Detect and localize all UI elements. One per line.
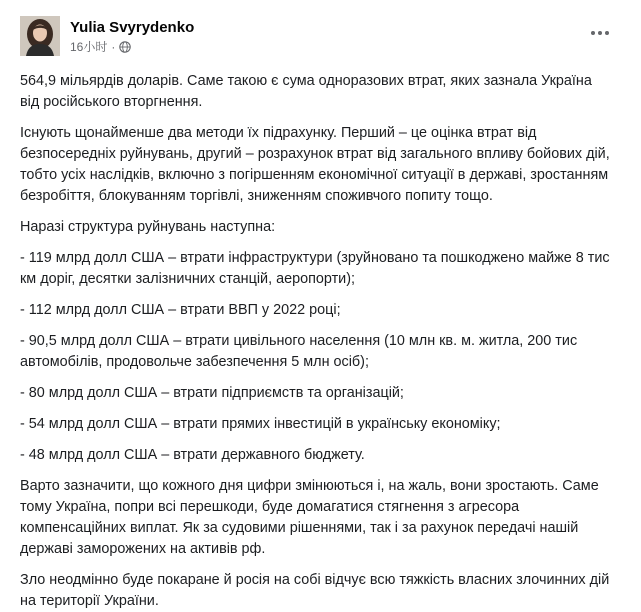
paragraph-structure-intro: Наразі структура руйнувань наступна: [20,219,276,235]
list-item-civilians: - 90,5 млрд долл США – втрати цивільного населення (10 млн кв. м. житла, 200 тис автомобілів, продовольче забезпечення 5 млн осіб); [20,333,578,370]
paragraph-closing: Зло неодмінно буде покаране й росія на собі відчує всю тяжкість власних злочинних дій на території України. [20,572,610,609]
author-name[interactable]: Yulia Svyrydenko [70,18,195,36]
more-options-button[interactable] [585,21,615,45]
post-body [20,71,615,612]
list-item-infrastructure: - 119 млрд долл США – втрати інфраструктури (зруйновано та пошкоджено майже 8 тис км доріг, десятки залізничних станцій, аеропорти); [20,250,610,287]
post-subline [70,39,194,55]
post-meta [70,18,194,55]
post-header [20,13,615,59]
list-item-budget: - 48 млрд долл США – втрати державного бюджету. [20,447,365,463]
separator-dot: · [111,39,116,54]
list-item-gdp: - 112 млрд долл США – втрати ВВП у 2022 році; [20,302,341,318]
more-options-icon [590,31,611,35]
list-item-enterprises: - 80 млрд долл США – втрати підприємств та організацій; [20,385,404,401]
list-item-investments: - 54 млрд долл США – втрати прямих інвестицій в українську економіку; [20,416,501,432]
post-timestamp[interactable]: 16小时 [70,39,108,54]
paragraph-compensation: Варто зазначити, що кожного дня цифри змінюються і, на жаль, вони зростають. Саме тому Україна, попри всі перешкоди, буде домагатися стягнення з агресора компенсаційних виплат. Як за судовими рішеннями, так і за рахунок передачі нашій державі заморожених на активів рф. [20,478,599,557]
avatar-photo-icon [20,16,60,56]
globe-icon[interactable] [119,41,131,53]
paragraph-methods: Існують щонайменше два методи їх підрахунку. Перший – це оцінка втрат від безпосередніх руйнувань, другий – розрахунок втрат від загального впливу бойових дій, тобто усіх наслідків, включно з погіршенням економічної ситуації в державі, зростанням безробіття, блокуванням торгівлі, зниженням споживчого попиту тощо. [20,125,610,204]
avatar[interactable] [20,16,60,56]
paragraph-total-losses: 564,9 мільярдів доларів. Саме такою є сума одноразових втрат, яких зазнала Україна від російського вторгнення. [20,73,592,110]
